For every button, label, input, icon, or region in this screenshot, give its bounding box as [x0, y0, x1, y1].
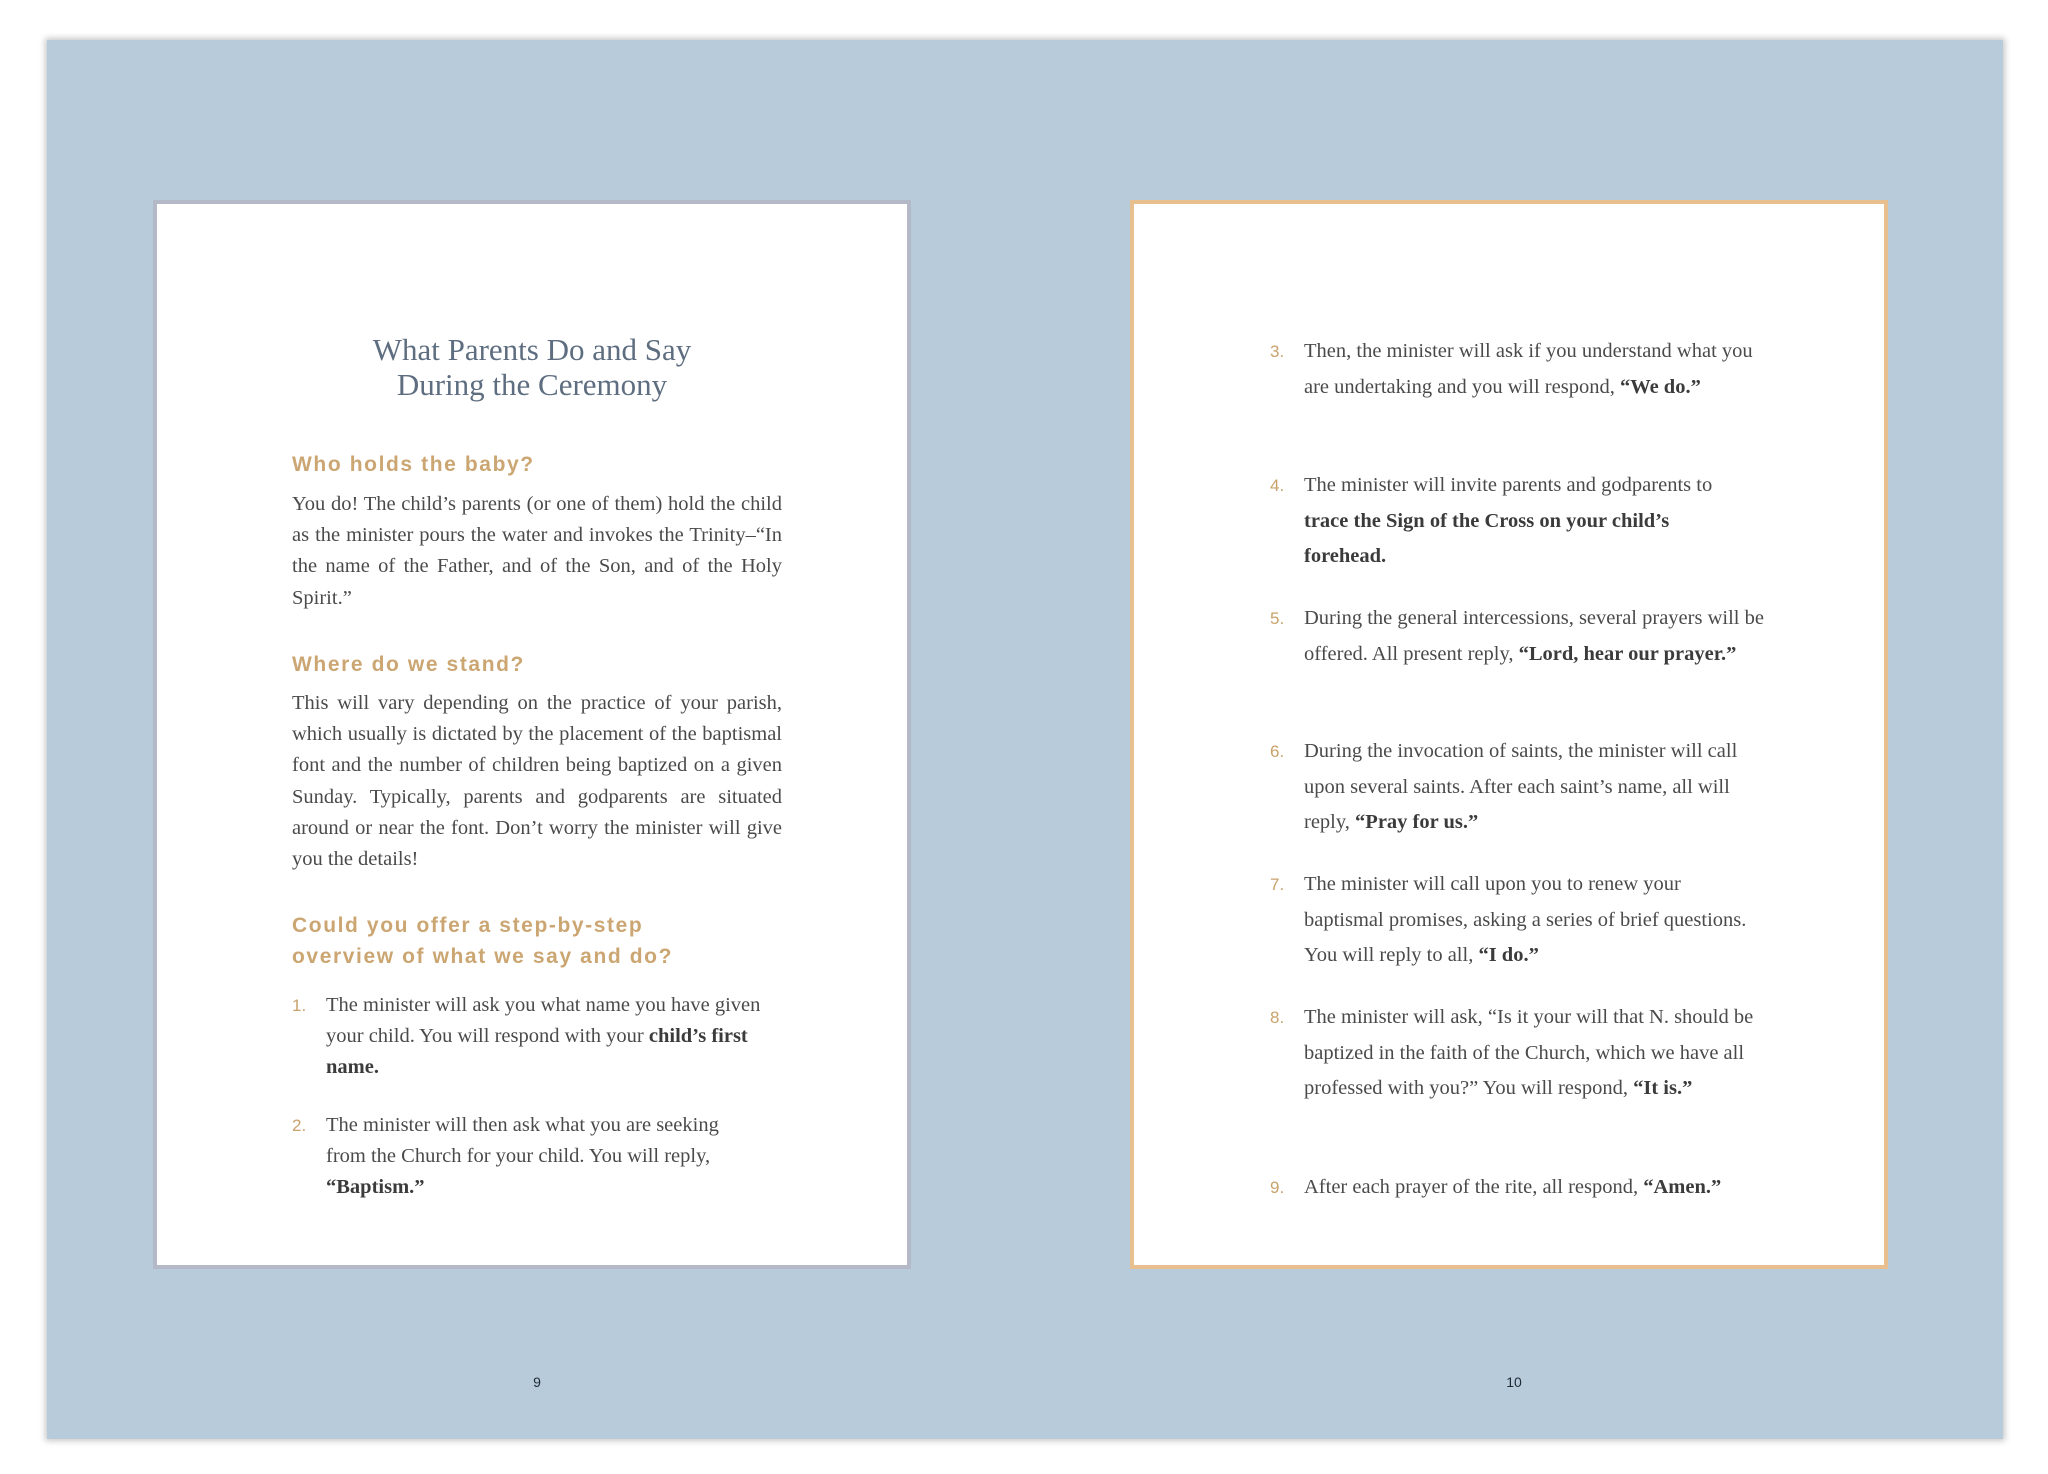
page-number-right: 10 — [1506, 1374, 1522, 1390]
step-text — [1304, 1170, 1721, 1206]
step-text-plain: The minister will call upon you to renew your baptismal promises, asking a series of brief questions. You will reply to all, — [1304, 873, 1747, 967]
step-text-bold: trace the Sign of the Cross on your child’s forehead. — [1304, 509, 1670, 568]
step-text-plain: Then, the minister will ask if you understand what you are undertaking and you will respond, — [1304, 340, 1753, 398]
step-text-plain: During the invocation of saints, the minister will call upon several saints. After each saint’s name, all will reply, — [1304, 740, 1738, 834]
step-text-bold: “Lord, hear our prayer.” — [1518, 642, 1737, 665]
step-text-plain: The minister will ask you what name you have given your child. You will respond with your — [326, 994, 761, 1048]
step-item — [1270, 468, 1740, 575]
step-item — [1270, 601, 1770, 672]
step-number: 8. — [1270, 1008, 1285, 1027]
step-item — [1270, 734, 1770, 841]
step-number: 6. — [1270, 742, 1285, 761]
step-text — [1304, 1000, 1770, 1107]
left-page — [153, 200, 911, 1269]
step-number: 4. — [1270, 476, 1285, 495]
step-text — [1304, 468, 1740, 575]
step-item — [1270, 334, 1770, 405]
step-text — [1304, 601, 1770, 672]
title-line-2: During the Ceremony — [396, 367, 668, 402]
heading-line-1: Could you offer a step-by-step — [292, 914, 644, 937]
step-text-bold: “We do.” — [1619, 375, 1701, 398]
step-text-plain: After each prayer of the rite, all respond, — [1304, 1176, 1644, 1198]
step-text — [1304, 734, 1770, 841]
step-text — [1304, 334, 1770, 405]
step-text-plain: During the general intercessions, several prayers will be offered. All present reply, — [1304, 607, 1764, 665]
step-item — [1270, 867, 1760, 974]
section-heading-step-by-step — [292, 910, 673, 972]
step-number: 3. — [1270, 342, 1285, 361]
step-text-bold: “I do.” — [1478, 944, 1539, 967]
step-text-bold: “Pray for us.” — [1355, 811, 1479, 834]
section-heading-where-stand: Where do we stand? — [292, 653, 525, 676]
page-title — [157, 332, 907, 402]
step-number: 9. — [1270, 1178, 1285, 1197]
heading-line-2: overview of what we say and do? — [292, 945, 674, 968]
step-number: 5. — [1270, 609, 1285, 628]
step-text-plain: The minister will ask, “Is it your will that N. should be baptized in the faith of the Church, which we have all professed with you?” You will respond, — [1304, 1006, 1754, 1100]
step-item — [1270, 1000, 1770, 1107]
step-number: 1. — [292, 996, 307, 1015]
page-number-left: 9 — [533, 1374, 541, 1390]
step-number: 2. — [292, 1116, 307, 1135]
step-text-bold: child’s first name. — [326, 1025, 748, 1079]
step-text-plain: The minister will then ask what you are seeking from the Church for your child. You will reply, — [326, 1114, 719, 1168]
step-text-plain: The minister will invite parents and godparents to — [1304, 474, 1713, 496]
step-text — [1304, 867, 1760, 974]
step-number: 7. — [1270, 875, 1285, 894]
step-text-bold: “Amen.” — [1643, 1176, 1722, 1198]
title-line-1: What Parents Do and Say — [372, 332, 692, 367]
step-text — [326, 990, 762, 1084]
step-text-bold: “Baptism.” — [326, 1176, 425, 1199]
section-heading-who-holds: Who holds the baby? — [292, 453, 535, 476]
section-body-where-stand: This will vary depending on the practice of your parish, which usually is dictated by the placement of the baptismal font and the number of children being baptized on a given Sunday. Typically, parents and godparents are situated around or near the font. Don’t worry the minister will give you the details! — [292, 692, 782, 871]
step-item — [292, 990, 762, 1084]
step-item — [1270, 1170, 1830, 1206]
step-text — [326, 1110, 762, 1204]
section-body-who-holds: You do! The child’s parents (or one of them) hold the child as the minister pours the water and invokes the Trinity–“In the name of the Father, and of the Son, and of the Holy Spirit.” — [292, 493, 782, 609]
step-text-bold: “It is.” — [1633, 1077, 1693, 1100]
right-page — [1130, 200, 1888, 1269]
step-item — [292, 1110, 762, 1204]
